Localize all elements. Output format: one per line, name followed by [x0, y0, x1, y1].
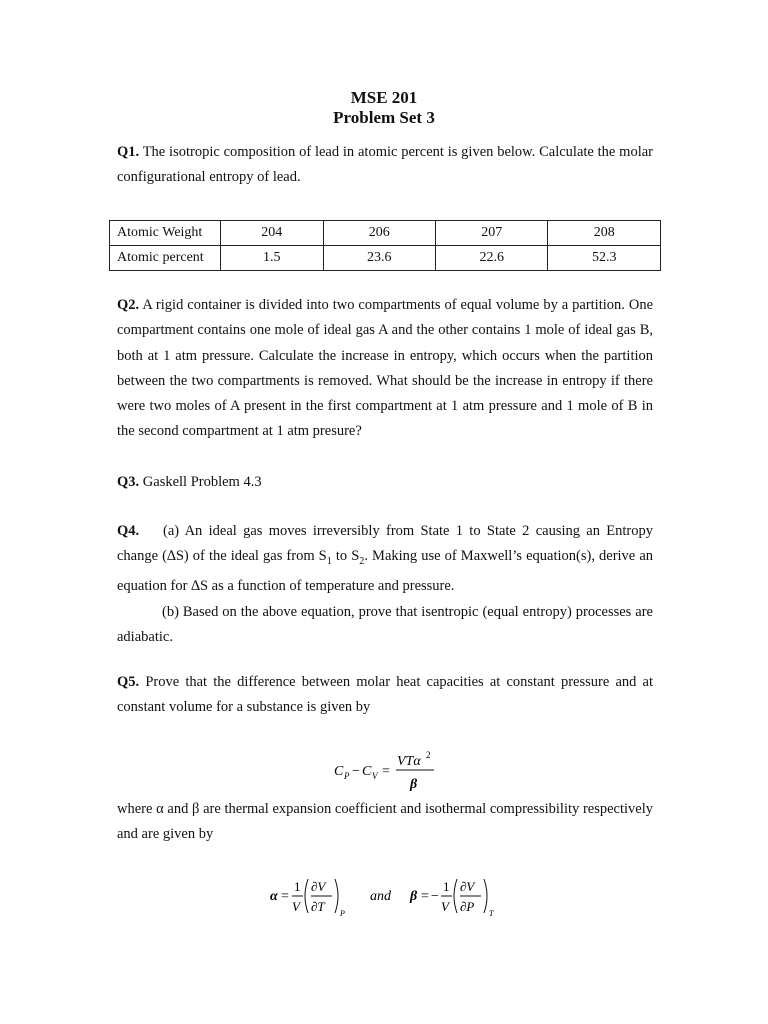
delta-s-symbol: ∆S — [166, 548, 184, 565]
table-row-header: Atomic Weight — [110, 221, 221, 246]
svg-text:1: 1 — [294, 879, 301, 894]
question-1 — [117, 140, 653, 191]
delta-s-symbol: ∆S — [191, 578, 209, 595]
question-2-label: Q2. — [117, 297, 140, 313]
svg-text:T: T — [489, 909, 494, 918]
question-4 — [117, 519, 653, 650]
question-4b-text: (b) Based on the above equation, prove that isentropic (equal entropy) processes are adiabatic. — [117, 603, 653, 646]
svg-text:=: = — [281, 889, 289, 904]
problem-set-title: Problem Set 3 — [333, 108, 435, 127]
svg-text:VTα: VTα — [397, 754, 421, 769]
table-cell: 208 — [548, 221, 661, 246]
question-4a-text: to S — [331, 548, 360, 565]
and-word: and — [370, 889, 391, 904]
table-cell: 1.5 — [221, 246, 324, 271]
svg-text:2: 2 — [426, 750, 431, 760]
table-row — [110, 246, 661, 271]
svg-text:C: C — [362, 764, 372, 779]
s2-subscript: 2 — [359, 556, 365, 568]
s1-subscript: 1 — [326, 556, 332, 568]
svg-text:−: − — [352, 764, 360, 779]
question-5 — [117, 670, 653, 721]
svg-text:α: α — [270, 889, 278, 904]
svg-text:=: = — [421, 889, 429, 904]
svg-text:V: V — [372, 771, 378, 781]
question-1-text: The isotropic composition of lead in atomic percent is given below. Calculate the molar configurational entropy of lead. — [117, 144, 653, 186]
svg-text:∂V: ∂V — [311, 879, 326, 894]
question-4a-text: as a function of temperature and pressure. — [208, 578, 455, 595]
svg-text:C: C — [334, 764, 344, 779]
table-cell: 206 — [323, 221, 435, 246]
alpha-beta-equation — [268, 872, 508, 922]
svg-text:V: V — [292, 899, 300, 914]
svg-text:1: 1 — [443, 879, 450, 894]
table-cell: 23.6 — [323, 246, 435, 271]
question-5-label: Q5. — [117, 674, 140, 690]
question-3 — [117, 472, 262, 492]
svg-text:∂V: ∂V — [460, 879, 475, 894]
svg-text:=: = — [382, 764, 390, 779]
svg-text:∂T: ∂T — [311, 899, 325, 914]
table-cell: 204 — [221, 221, 324, 246]
question-4a-text: . Making use of Maxwell’s equation(s), derive an equation for — [117, 548, 654, 595]
where-text: where α and β are thermal expansion coefficient and isothermal compressibility respectively and are given by — [117, 801, 653, 843]
svg-text:P: P — [340, 909, 345, 918]
question-1-label: Q1. — [117, 144, 140, 160]
table-cell: 52.3 — [548, 246, 661, 271]
question-4a-text: (a) An ideal gas moves irreversibly from State 1 to State 2 causing an Entropy change ( — [117, 523, 653, 565]
question-4-label: Q4. — [117, 523, 140, 539]
question-2 — [117, 293, 653, 445]
svg-text:−: − — [431, 889, 439, 904]
question-2-text: A rigid container is divided into two compartments of equal volume by a partition. One compartment contains one mole of ideal gas A and the other contains 1 mole of ideal gas B, both at 1 atm pressure. Calculate the increase in entropy, which occurs when the partition between the two compartments is removed. What should be the increase in entropy if there were two moles of A present in the first compartment at 1 atm pressure and 1 mole of B in the second compartment at 1 atm presure? — [117, 297, 654, 440]
heat-capacity-equation — [330, 748, 450, 796]
table-row-header: Atomic percent — [110, 246, 221, 271]
table-cell: 22.6 — [436, 246, 548, 271]
question-3-label: Q3. — [117, 474, 140, 490]
svg-text:P: P — [344, 771, 350, 781]
question-4a-text: ) of the ideal gas from S — [183, 548, 327, 565]
question-3-text: Gaskell Problem 4.3 — [142, 474, 262, 490]
table-cell: 207 — [436, 221, 548, 246]
table-row — [110, 221, 661, 246]
course-title: MSE 201 — [350, 88, 418, 107]
svg-text:β: β — [410, 889, 418, 904]
svg-text:β: β — [410, 777, 418, 792]
svg-text:∂P: ∂P — [460, 899, 475, 914]
isotope-table — [109, 220, 661, 271]
question-5-text: Prove that the difference between molar heat capacities at constant pressure and at constant volume for a substance is given by — [117, 674, 654, 716]
svg-text:V: V — [441, 899, 449, 914]
